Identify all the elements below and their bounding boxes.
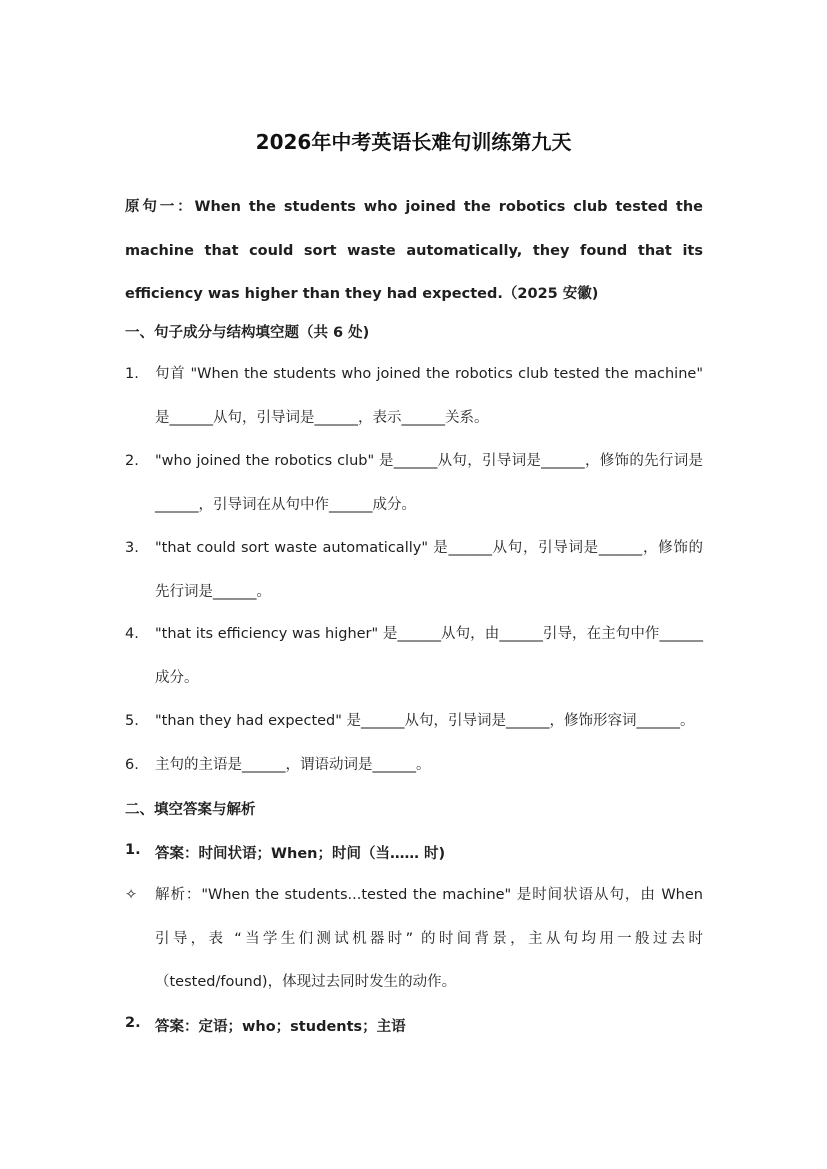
question-text: "than they had expected" 是______从句，引导词是______，修饰形容词______。 xyxy=(155,713,695,729)
explanation-item xyxy=(125,874,703,1005)
diamond-bullet-icon: ✧ xyxy=(125,887,138,903)
answer-item xyxy=(125,842,703,863)
explanation-text: 解析："When the students...tested the machine" 是时间状语从句，由 When 引导，表 “当学生们测试机器时” 的时间背景，主从句均用一般过去时（tested/found)，体现过去同时发生的动作。 xyxy=(155,887,703,990)
question-text: "that could sort waste automatically" 是______从句，引导词是______，修饰的先行词是______。 xyxy=(155,540,703,600)
question-number: 3. xyxy=(125,540,139,556)
answer-text: 答案：定语；who；students；主语 xyxy=(155,1019,406,1035)
question-item xyxy=(125,440,703,527)
answer-text: 答案：时间状语；When；时间（当…… 时) xyxy=(155,846,446,862)
section-heading-answers: 二、填空答案与解析 xyxy=(125,802,256,818)
question-item xyxy=(125,527,703,614)
question-number: 4. xyxy=(125,626,139,642)
answer-number: 2. xyxy=(125,1015,141,1031)
question-text: 主句的主语是______，谓语动词是______。 xyxy=(155,757,431,773)
question-number: 2. xyxy=(125,453,139,469)
answer-item xyxy=(125,1015,703,1036)
question-text: "who joined the robotics club" 是______从句，引导词是______，修饰的先行词是______，引导词在从句中作______成分。 xyxy=(155,453,703,513)
question-item xyxy=(125,744,703,788)
question-item xyxy=(125,353,703,440)
question-number: 5. xyxy=(125,713,139,729)
question-text: 句首 "When the students who joined the robotics club tested the machine" 是______从句，引导词是______，表示______关系。 xyxy=(155,366,703,426)
page-title: 2026年中考英语长难句训练第九天 xyxy=(255,130,572,154)
answer-number: 1. xyxy=(125,842,141,858)
question-number: 1. xyxy=(125,366,139,382)
question-item xyxy=(125,700,703,744)
question-text: "that its efficiency was higher" 是______从句，由______引导，在主句中作______成分。 xyxy=(155,626,703,686)
question-item xyxy=(125,613,703,700)
section-heading-fill-blank: 一、句子成分与结构填空题（共 6 处) xyxy=(125,325,370,341)
question-number: 6. xyxy=(125,757,139,773)
original-sentence: 原句一：When the students who joined the robotics club tested the machine that could sort waste automatically, they found that its efficiency was higher than they had expected.（2025 安徽) xyxy=(125,199,703,302)
